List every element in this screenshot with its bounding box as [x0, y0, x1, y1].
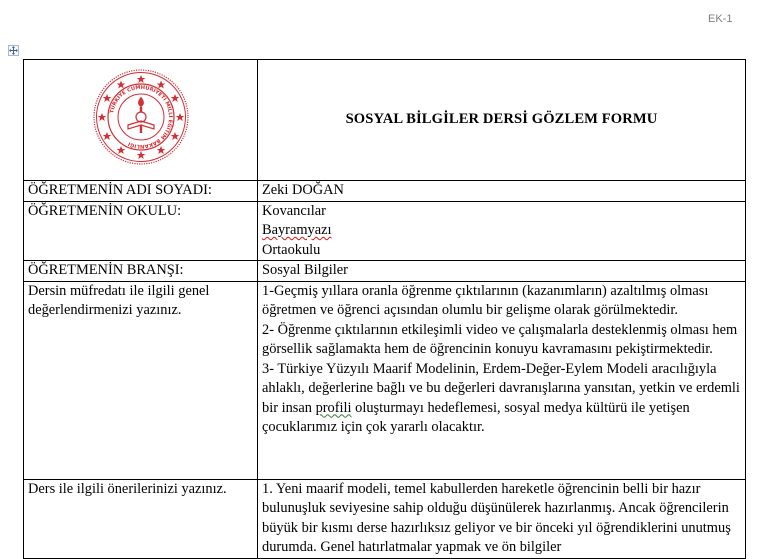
answer-paragraph: 3- Türkiye Yüzyılı Maarif Modelinin, Erdem-Değer-Eylem Modeli aracılığıyla ahlaklı, değerlerine bağlı ve bu değerleri davranışlarına yansıtan, yetkin ve erdemli bir insan profili oluşturmayı hedeflemesi, sosyal medya kültürü ile yetişen çocuklarımız için çok yararlı olacaktır. — [262, 360, 740, 435]
question-row-suggestions — [24, 479, 746, 558]
meb-logo-icon — [91, 84, 191, 171]
answer-paragraph: 2- Öğrenme çıktılarının etkileşimli video ve çalışmalarla desteklenmiş olması hem görsellik sağlamakta hem de öğrencinin konuyu kavramasını pekiştirmektedir. — [262, 321, 738, 357]
field-value[interactable]: Sosyal Bilgiler — [258, 261, 746, 282]
answer-paragraph: 1. Yeni maarif modeli, temel kabullerden hareketle öğrencinin belli bir hazır bulunuşluk seviyesine sahip olduğu düşünülerek hazırlanmış. Ancak öğrencilerin büyük bir kısmı derse hazırlıksız geliyor ve bir önceki yıl öğrendiklerini unutmuş durumda. Genel hatırlatmalar yapmak ve ön bilgiler — [262, 480, 731, 555]
question-row-curriculum — [24, 281, 746, 479]
field-label: ÖĞRETMENİN BRANŞI: — [24, 261, 258, 282]
svg-text:TÜRKİYE CUMHURİYETİ MİLLİ EĞİT: TÜRKİYE CUMHURİYETİ MİLLİ EĞİTİM BAKANLIĞI — [108, 84, 173, 149]
field-label: ÖĞRETMENİN OKULU: — [24, 201, 258, 261]
field-value[interactable]: Kovancılar Bayramyazı Ortaokulu — [258, 201, 746, 261]
grammar-flag[interactable]: profili — [315, 399, 352, 416]
answer-paragraph: 1-Geçmiş yıllara oranla öğrenme çıktılarının (kazanımların) azaltılmış olması öğretmen ve öğrenci açısından olumlu bir gelişme olarak görülmektedir. — [262, 282, 709, 318]
answer-cell[interactable] — [258, 281, 746, 479]
observation-form-table — [23, 59, 746, 559]
page-label: EK-1 — [708, 13, 733, 25]
question-label: Ders ile ilgili önerilerinizi yazınız. — [24, 479, 258, 558]
table-move-handle-icon[interactable] — [8, 45, 19, 56]
header-row — [24, 60, 746, 181]
field-row-school — [24, 201, 746, 261]
field-label: ÖĞRETMENİN ADI SOYADI: — [24, 181, 258, 202]
field-value[interactable]: Zeki DOĞAN — [258, 181, 746, 202]
answer-cell[interactable] — [258, 479, 746, 558]
field-row-branch — [24, 261, 746, 282]
question-label: Dersin müfredatı ile ilgili genel değerlendirmenizi yazınız. — [24, 281, 258, 479]
logo-cell — [24, 60, 258, 181]
form-title: SOSYAL BİLGİLER DERSİ GÖZLEM FORMU — [258, 60, 746, 181]
field-row-teacher-name — [24, 181, 746, 202]
spellcheck-flag[interactable]: Bayramyazı — [262, 222, 332, 238]
